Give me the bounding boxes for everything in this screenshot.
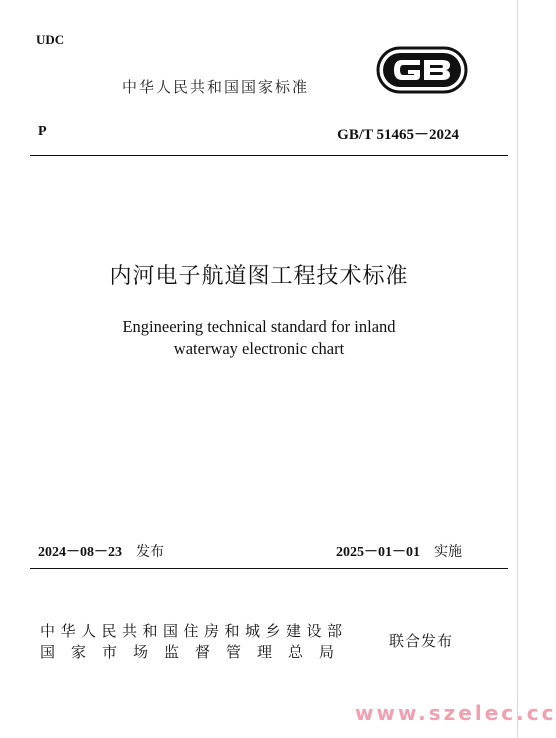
implement-label: 实施 [434, 544, 462, 560]
country-standard-label: 中华人民共和国国家标准 [122, 78, 310, 96]
standard-code: GB/T 51465－2024 [337, 127, 459, 143]
udc-label: UDC [36, 32, 65, 47]
title-english-line1: Engineering technical standard for inland [122, 317, 396, 336]
issuer-ministry: 中华人民共和国住房和城乡建设部 [40, 622, 348, 640]
issuer-administration: 国家市场监督管理总局 [40, 643, 351, 661]
title-english-line2: waterway electronic chart [173, 339, 345, 358]
joint-issue-label: 联合发布 [389, 632, 454, 650]
gb-logo-icon [376, 46, 468, 94]
issue-date: 2024－08－23 [38, 545, 122, 560]
title-chinese: 内河电子航道图工程技术标准 [109, 263, 409, 288]
footer-divider [30, 568, 508, 569]
watermark-text: www.szelec.cc [355, 701, 556, 725]
implement-date-block [336, 541, 462, 561]
implement-date: 2025－01－01 [336, 545, 420, 560]
category-code: P [38, 124, 47, 139]
issue-label: 发布 [136, 544, 164, 560]
header-divider [30, 155, 508, 156]
issue-date-block [38, 541, 164, 561]
